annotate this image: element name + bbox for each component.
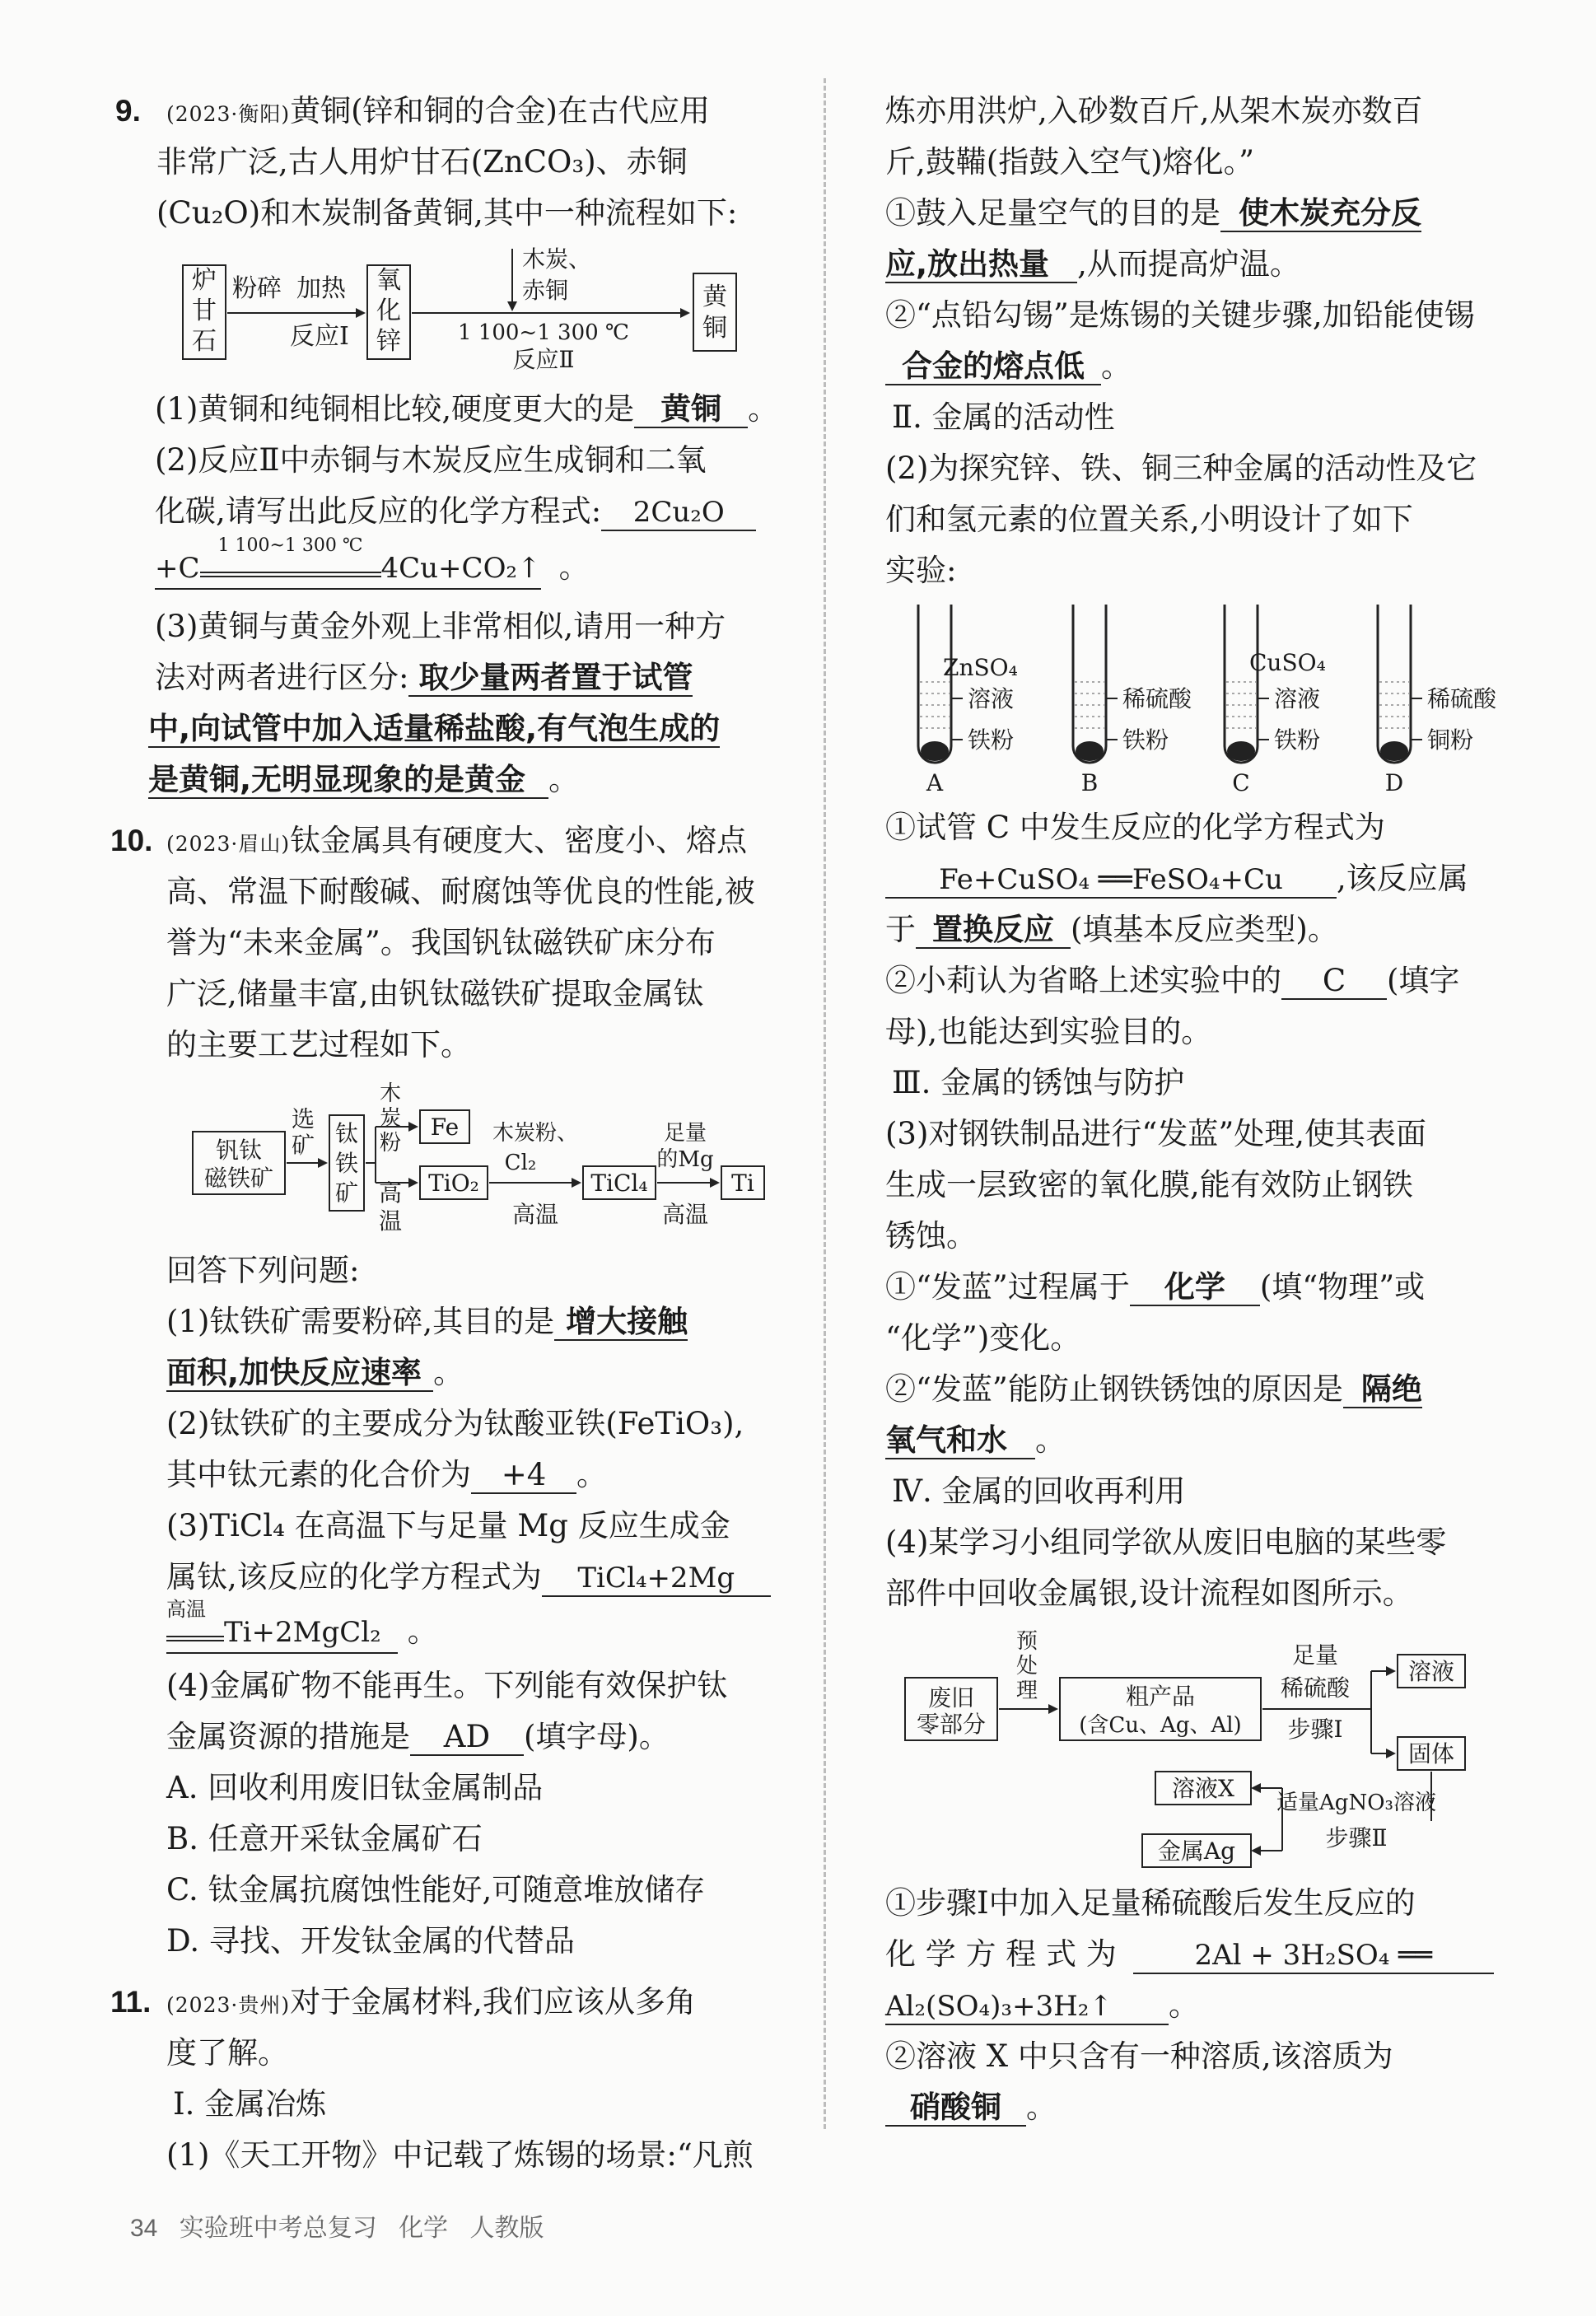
answer-blank: AD — [410, 1720, 524, 1756]
flow-text: 矿 — [334, 1179, 359, 1207]
flow-text: 反应Ⅰ — [290, 322, 349, 351]
arrow-head-icon — [680, 308, 690, 318]
q11-part2a: ①试管 C 中发生反应的化学方程式为 — [885, 810, 1385, 845]
q10-part4: (4)金属矿物不能再生。下列能有效保护钛 — [166, 1668, 728, 1703]
flow-text: 溶液 — [1407, 1658, 1455, 1685]
tube-letter: A — [926, 769, 944, 796]
q11-part1-line: 斤,鼓鞴(指鼓入空气)熔化。” — [885, 144, 1255, 180]
flow-text: Cl₂ — [504, 1151, 537, 1175]
flow-text: 的Mg — [656, 1147, 714, 1172]
footer-subject: 化学 — [399, 2215, 449, 2242]
q11-part4b-line — [885, 2087, 1511, 2128]
tube-label: CuSO₄ — [1249, 649, 1326, 676]
tube-label: ZnSO₄ — [943, 654, 1018, 681]
question-text: 于 — [885, 912, 916, 947]
question-text: 。 — [558, 549, 590, 585]
flow-text: TiO₂ — [428, 1170, 479, 1197]
test-tubes-figure — [902, 601, 1511, 802]
question-text: 。 — [433, 1355, 464, 1390]
question-10-stem-line: 的主要工艺过程如下。 — [166, 1027, 471, 1062]
question-10-stem-line: 誉为“未来金属”。我国钒钛磁铁矿床分布 — [166, 925, 716, 960]
arrow-head-icon — [1386, 1749, 1396, 1758]
tube-label: 铁粉 — [968, 726, 1015, 754]
q9-part2-line — [155, 491, 791, 532]
test-tube-c — [1225, 605, 1326, 796]
q10-part2: (2)钛铁矿的主要成分为钛酸亚铁(FeTiO₃), — [166, 1406, 744, 1441]
q11-part2b — [885, 960, 1511, 1002]
q11-part2-line: 实验: — [885, 553, 957, 588]
option-d: D. 寻找、开发钛金属的代替品 — [166, 1923, 575, 1959]
section-heading: Ⅲ. 金属的锈蚀与防护 — [892, 1065, 1185, 1100]
flow-text: 钛 — [334, 1120, 359, 1147]
answer-blank: 是黄铜,无明显现象的是黄金 — [148, 762, 548, 799]
q11-part3a-line: “化学”)变化。 — [885, 1320, 1081, 1356]
question-text: 。 — [407, 1613, 438, 1649]
flow-text: 磁铁矿 — [203, 1165, 274, 1192]
arrow-head-icon — [408, 1178, 418, 1188]
test-tube-a — [918, 605, 1018, 796]
answer-blank: TiCl₄+2Mg — [542, 1561, 771, 1597]
flow-text: 木炭粉、 — [492, 1121, 579, 1146]
flow-text: 氧 — [376, 266, 401, 295]
flow-text: 稀硫酸 — [1280, 1674, 1351, 1702]
tube-label: 铜粉 — [1427, 726, 1474, 754]
flow-text: 足量 — [1291, 1641, 1339, 1669]
flow-text: 固体 — [1407, 1740, 1455, 1767]
question-9-stem-line: 黄铜(锌和铜的合金)在古代应用 — [290, 93, 710, 128]
question-9-stem-line: 非常广泛,古人用炉甘石(ZnCO₃)、赤铜 — [156, 144, 688, 180]
flow-text: 选 — [291, 1105, 315, 1132]
arrow-head-icon — [318, 1158, 328, 1168]
footer-edition: 人教版 — [469, 2215, 544, 2242]
answer-blank: 增大接触 — [554, 1304, 688, 1341]
page-footer — [130, 2207, 558, 2244]
q10-part3-answer — [166, 1598, 791, 1654]
flow-text: 石 — [192, 327, 217, 356]
flow-text: 粉碎 — [232, 274, 282, 303]
tube-letter: D — [1384, 769, 1404, 796]
q11-part1b-line — [885, 346, 1511, 387]
q11-part2: (2)为探究锌、铁、铜三种金属的活动性及它 — [885, 451, 1477, 486]
question-text: 化 学 方 程 式 为 — [885, 1936, 1117, 1972]
arrow-head-icon — [1386, 1666, 1396, 1676]
arrow-head-icon — [1251, 1783, 1261, 1793]
question-text: 化碳,请写出此反应的化学方程式: — [155, 493, 602, 529]
question-9-number: 9. — [115, 94, 141, 128]
condition-text: 高温 — [166, 1598, 206, 1621]
flow-text: Ti — [731, 1170, 754, 1197]
q11-part1: (1)《天工开物》中记载了炼锡的场景:“凡煎 — [166, 2137, 754, 2173]
flow-text: 铁 — [334, 1150, 359, 1177]
question-text: (填字母)。 — [524, 1719, 670, 1754]
question-11-stem-line: 对于金属材料,我们应该从多角 — [290, 1984, 696, 2019]
flow-text: 高温 — [511, 1201, 559, 1228]
tube-label: 稀硫酸 — [1122, 685, 1192, 712]
recycling-flowchart — [903, 1627, 1513, 1877]
flow-text: 理 — [1015, 1679, 1038, 1703]
tube-label: 溶液 — [1274, 685, 1321, 712]
equals-sign — [166, 1636, 224, 1641]
question-text: 。 — [1035, 1422, 1066, 1458]
q10-part1 — [166, 1301, 791, 1342]
tube-label: 稀硫酸 — [1427, 685, 1497, 712]
answer-blank: C — [1281, 964, 1387, 1000]
question-9-stem — [166, 91, 791, 135]
test-tube-b — [1073, 605, 1192, 796]
flow-text: 粉 — [379, 1131, 402, 1156]
answer-blank: 硝酸铜 — [885, 2090, 1026, 2127]
flow-text: 木炭、 — [522, 247, 592, 273]
flow-text: 炉 — [192, 266, 217, 295]
question-11-stem — [166, 1982, 791, 2026]
question-text: 。 — [1026, 2090, 1057, 2125]
tube-label: 铁粉 — [1274, 726, 1321, 754]
q10-part3: (3)TiCl₄ 在高温下与足量 Mg 反应生成金 — [166, 1508, 730, 1543]
answer-blank: 黄铜 — [634, 392, 748, 428]
answer-blank: 隔绝 — [1343, 1371, 1422, 1408]
flow-text: 足量 — [663, 1121, 707, 1146]
reaction-condition — [200, 535, 381, 577]
flow-text: 钒钛 — [215, 1137, 263, 1164]
question-text: 。 — [1169, 1987, 1199, 2023]
arrow-head-icon — [408, 1122, 418, 1132]
arrow-head-icon — [356, 308, 366, 318]
flow-text: 适量AgNO₃溶液 — [1276, 1791, 1436, 1815]
answer-blank: 合金的熔点低 — [885, 349, 1101, 385]
arrow-head-icon — [507, 301, 517, 311]
answer-blank: 氧气和水 — [885, 1422, 1035, 1459]
question-text: (1)钛铁矿需要粉碎,其目的是 — [166, 1304, 555, 1339]
question-text: (填基本反应类型)。 — [1071, 912, 1338, 947]
q11-part2-line: 们和氢元素的位置关系,小明设计了如下 — [885, 502, 1413, 537]
flow-text: Fe — [430, 1114, 460, 1141]
question-text: 属钛,该反应的化学方程式为 — [166, 1559, 542, 1595]
q11-part1b: ②“点铅勾锡”是炼锡的关键步骤,加铅能使锡 — [885, 297, 1475, 333]
q11-part4a: ①步骤Ⅰ中加入足量稀硫酸后发生反应的 — [885, 1885, 1416, 1921]
q11-part2a-line — [885, 858, 1511, 899]
question-text: ①“发蓝”过程属于 — [885, 1269, 1130, 1305]
answer-blank: 置换反应 — [916, 913, 1071, 949]
section-heading: Ⅰ. 金属冶炼 — [173, 2086, 327, 2122]
q10-intro: 回答下列问题: — [166, 1253, 360, 1288]
question-11-number: 11. — [110, 1985, 152, 2019]
answer-blank: 中,向试管中加入适量稀盐酸,有气泡生成的 — [148, 711, 721, 746]
option-a: A. 回收利用废旧钛金属制品 — [166, 1770, 544, 1805]
q11-part2b-line: 母),也能达到实验目的。 — [885, 1014, 1212, 1049]
q11-part2a-line — [885, 909, 1511, 950]
q10-part3-line — [166, 1557, 791, 1598]
q11-part4a-line — [885, 1934, 1511, 1975]
flow-text: 反应Ⅱ — [512, 346, 575, 371]
question-11-stem-line: 度了解。 — [166, 2035, 288, 2071]
flow-text: 步骤Ⅱ — [1325, 1824, 1388, 1851]
flow-text: 赤铜 — [522, 277, 569, 304]
tube-letter: C — [1232, 769, 1250, 796]
arrow-head-icon — [572, 1178, 581, 1188]
question-text: 金属资源的措施是 — [166, 1719, 410, 1754]
question-text: (填“物理”或 — [1259, 1269, 1426, 1305]
column-divider — [824, 78, 826, 2129]
question-text: ,从而提高炉温。 — [1077, 246, 1300, 282]
answer-blank: +4 — [471, 1458, 576, 1494]
option-c: C. 钛金属抗腐蚀性能好,可随意堆放储存 — [166, 1872, 706, 1907]
question-text: 。 — [1101, 348, 1132, 384]
test-tube-d — [1378, 605, 1497, 796]
tube-label: 溶液 — [968, 685, 1015, 712]
question-9-source: (2023·衡阳) — [166, 102, 291, 126]
flow-text: 加热 — [296, 274, 346, 303]
q9-part3-line — [148, 759, 791, 801]
answer-blank: 面积,加快反应速率 — [166, 1355, 433, 1392]
tube-letter: B — [1080, 769, 1099, 796]
arrow-head-icon — [1251, 1846, 1261, 1856]
q10-part4-line — [166, 1716, 791, 1758]
question-text: ①鼓入足量空气的目的是 — [885, 195, 1220, 231]
flow-text: 金属Ag — [1157, 1837, 1236, 1865]
question-11-source: (2023·贵州) — [166, 1993, 291, 2017]
q10-part1-line — [166, 1352, 791, 1394]
section-heading: Ⅱ. 金属的活动性 — [892, 399, 1115, 435]
answer-blank: 取少量两者置于试管 — [408, 660, 693, 697]
q11-part4: (4)某学习小组同学欲从废旧电脑的某些零 — [885, 1525, 1447, 1560]
question-10-stem-line: 高、常温下耐酸碱、耐腐蚀等优良的性能,被 — [166, 874, 755, 909]
flow-text: 处 — [1015, 1654, 1038, 1679]
flow-text: 化 — [376, 297, 401, 325]
q11-part3: (3)对钢铁制品进行“发蓝”处理,使其表面 — [885, 1116, 1427, 1151]
answer-text: +C — [155, 552, 200, 585]
flow-text: 步骤Ⅰ — [1287, 1716, 1343, 1743]
flow-text: (含Cu、Ag、Al) — [1079, 1713, 1242, 1738]
arrow-head-icon — [710, 1178, 720, 1188]
q9-part1 — [155, 389, 791, 430]
question-text: 。 — [548, 762, 580, 797]
question-10-source: (2023·眉山) — [166, 832, 291, 856]
answer-blank: 化学 — [1130, 1270, 1260, 1306]
question-text: ②“发蓝”能防止钢铁锈蚀的原因是 — [885, 1371, 1343, 1407]
flow-text: 木 — [379, 1081, 402, 1106]
question-9-stem-line: (Cu₂O)和木炭制备黄铜,其中一种流程如下: — [156, 195, 738, 231]
flow-text: 炭 — [379, 1106, 402, 1131]
answer-blank: 2Cu₂O — [601, 495, 756, 531]
reaction-condition — [166, 1598, 224, 1641]
question-text: (1)黄铜和纯铜相比较,硬度更大的是 — [155, 391, 635, 427]
question-text: 法对两者进行区分: — [155, 660, 409, 695]
option-b: B. 任意开采钛金属矿石 — [166, 1821, 483, 1856]
answer-blank: 使木炭充分反 — [1220, 195, 1421, 232]
flow-text: 废旧 — [927, 1684, 975, 1711]
flow-text: 1 100~1 300 ℃ — [458, 320, 629, 345]
flow-text: 铜 — [702, 314, 727, 343]
answer-text: Ti+2MgCl₂ — [224, 1616, 381, 1649]
section-heading: Ⅳ. 金属的回收再利用 — [892, 1473, 1186, 1509]
answer-blank: 2Al + 3H₂SO₄ ══ — [1133, 1938, 1494, 1974]
answer-blank: 应,放出热量 — [885, 246, 1077, 283]
q11-part1a — [885, 193, 1511, 234]
q10-flowchart — [191, 1077, 768, 1245]
flow-text: 粗产品 — [1125, 1683, 1196, 1710]
flow-text: 黄 — [702, 282, 727, 311]
flow-text: 预 — [1015, 1629, 1038, 1654]
question-10-stem — [166, 820, 791, 865]
q11-part4-line: 部件中回收金属银,设计流程如图所示。 — [885, 1576, 1413, 1611]
q11-part3b-line — [885, 1420, 1511, 1461]
flow-text: 锌 — [376, 327, 401, 356]
footer-series: 实验班中考总复习 — [179, 2215, 377, 2242]
flow-text: 高 — [378, 1179, 403, 1207]
answer-text: 4Cu+CO₂↑ — [380, 552, 541, 585]
q11-part3b — [885, 1369, 1511, 1410]
answer-blank: Al₂(SO₄)₃+3H₂↑ — [885, 1989, 1169, 2025]
q10-part2-line — [166, 1455, 791, 1496]
equals-sign — [200, 572, 381, 577]
question-text: ,该反应属 — [1337, 861, 1468, 896]
q11-part3-line: 生成一层致密的氧化膜,能有效防止钢铁 — [885, 1167, 1413, 1202]
q9-part3-line — [155, 657, 791, 698]
question-text: 其中钛元素的化合价为 — [166, 1457, 471, 1492]
question-text: (填字 — [1387, 963, 1460, 998]
q9-part2: (2)反应Ⅱ中赤铜与木炭反应生成铜和二氧 — [155, 442, 707, 478]
q9-part3-line — [148, 708, 791, 749]
flow-text: 温 — [378, 1207, 403, 1235]
question-text: ②小莉认为省略上述实验中的 — [885, 963, 1281, 998]
flow-text: 高温 — [661, 1201, 709, 1228]
q11-part4b: ②溶液 X 中只含有一种溶质,该溶质为 — [885, 2038, 1393, 2074]
flow-text: 甘 — [192, 297, 217, 325]
q9-part3: (3)黄铜与黄金外观上非常相似,请用一种方 — [155, 609, 726, 644]
q11-part3a — [885, 1267, 1511, 1308]
question-10-stem-line: 广泛,储量丰富,由钒钛磁铁矿提取金属钛 — [166, 976, 704, 1011]
question-text: 。 — [576, 1457, 607, 1492]
tube-label: 铁粉 — [1122, 726, 1169, 754]
flow-text: 矿 — [291, 1132, 315, 1159]
answer-blank — [166, 1598, 398, 1654]
flow-text: 溶液X — [1172, 1775, 1234, 1802]
q9-part2-answer — [155, 535, 791, 590]
arrow-head-icon — [1048, 1704, 1058, 1714]
flow-text: TiCl₄ — [590, 1170, 648, 1197]
question-10-number: 10. — [110, 824, 153, 857]
flow-text: 零部分 — [916, 1711, 987, 1738]
q11-part4a-line — [885, 1985, 1511, 2026]
q11-part1-line: 炼亦用洪炉,入砂数百斤,从架木炭亦数百 — [885, 93, 1423, 128]
q11-part3-line: 锈蚀。 — [885, 1218, 977, 1254]
answer-blank — [155, 535, 541, 590]
q9-flowchart — [181, 247, 791, 374]
page-number: 34 — [130, 2215, 158, 2242]
question-text: 。 — [748, 391, 779, 427]
q11-part1a-line — [885, 244, 1511, 285]
answer-blank: Fe+CuSO₄ ══FeSO₄+Cu — [885, 862, 1337, 899]
condition-text: 1 100~1 300 ℃ — [217, 535, 363, 556]
question-10-stem-line: 钛金属具有硬度大、密度小、熔点 — [290, 823, 748, 858]
